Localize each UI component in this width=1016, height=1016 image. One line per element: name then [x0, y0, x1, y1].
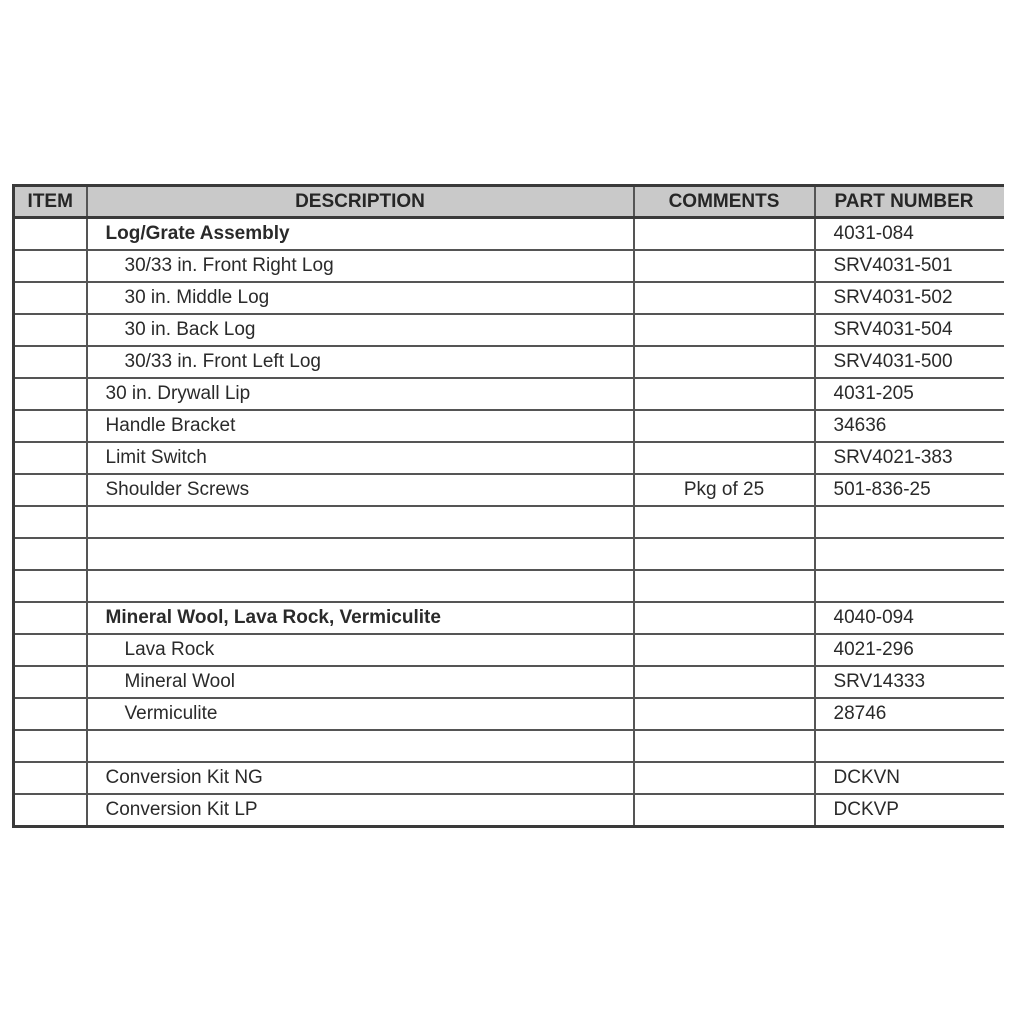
description-cell: Limit Switch — [87, 442, 634, 474]
parts-table — [12, 184, 1004, 828]
part-number-cell: SRV4021-383 — [815, 442, 1005, 474]
part-number-cell — [815, 570, 1005, 602]
header-part-number: PART NUMBER — [815, 186, 1005, 218]
part-number-cell: 4021-296 — [815, 634, 1005, 666]
description-cell — [87, 570, 634, 602]
item-cell — [14, 794, 87, 827]
description-cell: Conversion Kit NG — [87, 762, 634, 794]
table-row — [14, 730, 1005, 762]
item-cell — [14, 378, 87, 410]
table-row — [14, 474, 1005, 506]
table-row — [14, 762, 1005, 794]
comments-cell — [634, 538, 815, 570]
comments-cell — [634, 634, 815, 666]
table-row — [14, 698, 1005, 730]
item-cell — [14, 762, 87, 794]
header-comments: COMMENTS — [634, 186, 815, 218]
item-cell — [14, 410, 87, 442]
part-number-cell: 4040-094 — [815, 602, 1005, 634]
description-cell: 30 in. Back Log — [87, 314, 634, 346]
part-number-cell: SRV4031-502 — [815, 282, 1005, 314]
description-cell: 30 in. Middle Log — [87, 282, 634, 314]
description-cell: Vermiculite — [87, 698, 634, 730]
description-cell: Handle Bracket — [87, 410, 634, 442]
description-cell: Shoulder Screws — [87, 474, 634, 506]
comments-cell — [634, 506, 815, 538]
header-row — [14, 186, 1005, 218]
item-cell — [14, 282, 87, 314]
table-row — [14, 666, 1005, 698]
comments-cell — [634, 570, 815, 602]
part-number-cell: 4031-205 — [815, 378, 1005, 410]
table-row — [14, 538, 1005, 570]
item-cell — [14, 218, 87, 251]
item-cell — [14, 474, 87, 506]
item-cell — [14, 730, 87, 762]
comments-cell — [634, 314, 815, 346]
comments-cell — [634, 250, 815, 282]
part-number-cell: SRV4031-501 — [815, 250, 1005, 282]
table-row — [14, 410, 1005, 442]
comments-cell — [634, 794, 815, 827]
table-row — [14, 346, 1005, 378]
table-row — [14, 602, 1005, 634]
comments-cell: Pkg of 25 — [634, 474, 815, 506]
part-number-cell — [815, 730, 1005, 762]
description-cell: 30/33 in. Front Left Log — [87, 346, 634, 378]
description-cell: Mineral Wool, Lava Rock, Vermiculite — [87, 602, 634, 634]
header-item: ITEM — [14, 186, 87, 218]
description-cell: Log/Grate Assembly — [87, 218, 634, 251]
description-cell — [87, 506, 634, 538]
description-cell: Lava Rock — [87, 634, 634, 666]
item-cell — [14, 570, 87, 602]
item-cell — [14, 666, 87, 698]
parts-table-container — [12, 184, 1004, 828]
table-row — [14, 282, 1005, 314]
comments-cell — [634, 378, 815, 410]
description-cell — [87, 730, 634, 762]
table-row — [14, 506, 1005, 538]
description-cell: 30 in. Drywall Lip — [87, 378, 634, 410]
description-cell: Conversion Kit LP — [87, 794, 634, 827]
header-description: DESCRIPTION — [87, 186, 634, 218]
table-row — [14, 570, 1005, 602]
table-row — [14, 378, 1005, 410]
part-number-cell: DCKVN — [815, 762, 1005, 794]
description-cell: Mineral Wool — [87, 666, 634, 698]
comments-cell — [634, 602, 815, 634]
part-number-cell: SRV4031-500 — [815, 346, 1005, 378]
part-number-cell: SRV4031-504 — [815, 314, 1005, 346]
comments-cell — [634, 762, 815, 794]
comments-cell — [634, 218, 815, 251]
part-number-cell — [815, 538, 1005, 570]
comments-cell — [634, 282, 815, 314]
item-cell — [14, 538, 87, 570]
item-cell — [14, 314, 87, 346]
item-cell — [14, 634, 87, 666]
table-row — [14, 794, 1005, 827]
comments-cell — [634, 346, 815, 378]
table-row — [14, 314, 1005, 346]
description-cell — [87, 538, 634, 570]
part-number-cell: SRV14333 — [815, 666, 1005, 698]
item-cell — [14, 346, 87, 378]
part-number-cell: 28746 — [815, 698, 1005, 730]
part-number-cell — [815, 506, 1005, 538]
comments-cell — [634, 730, 815, 762]
comments-cell — [634, 442, 815, 474]
part-number-cell: 34636 — [815, 410, 1005, 442]
comments-cell — [634, 410, 815, 442]
comments-cell — [634, 666, 815, 698]
item-cell — [14, 506, 87, 538]
item-cell — [14, 602, 87, 634]
part-number-cell: DCKVP — [815, 794, 1005, 827]
table-row — [14, 218, 1005, 251]
part-number-cell: 4031-084 — [815, 218, 1005, 251]
table-row — [14, 634, 1005, 666]
item-cell — [14, 442, 87, 474]
table-row — [14, 250, 1005, 282]
description-cell: 30/33 in. Front Right Log — [87, 250, 634, 282]
comments-cell — [634, 698, 815, 730]
item-cell — [14, 698, 87, 730]
table-row — [14, 442, 1005, 474]
item-cell — [14, 250, 87, 282]
part-number-cell: 501-836-25 — [815, 474, 1005, 506]
